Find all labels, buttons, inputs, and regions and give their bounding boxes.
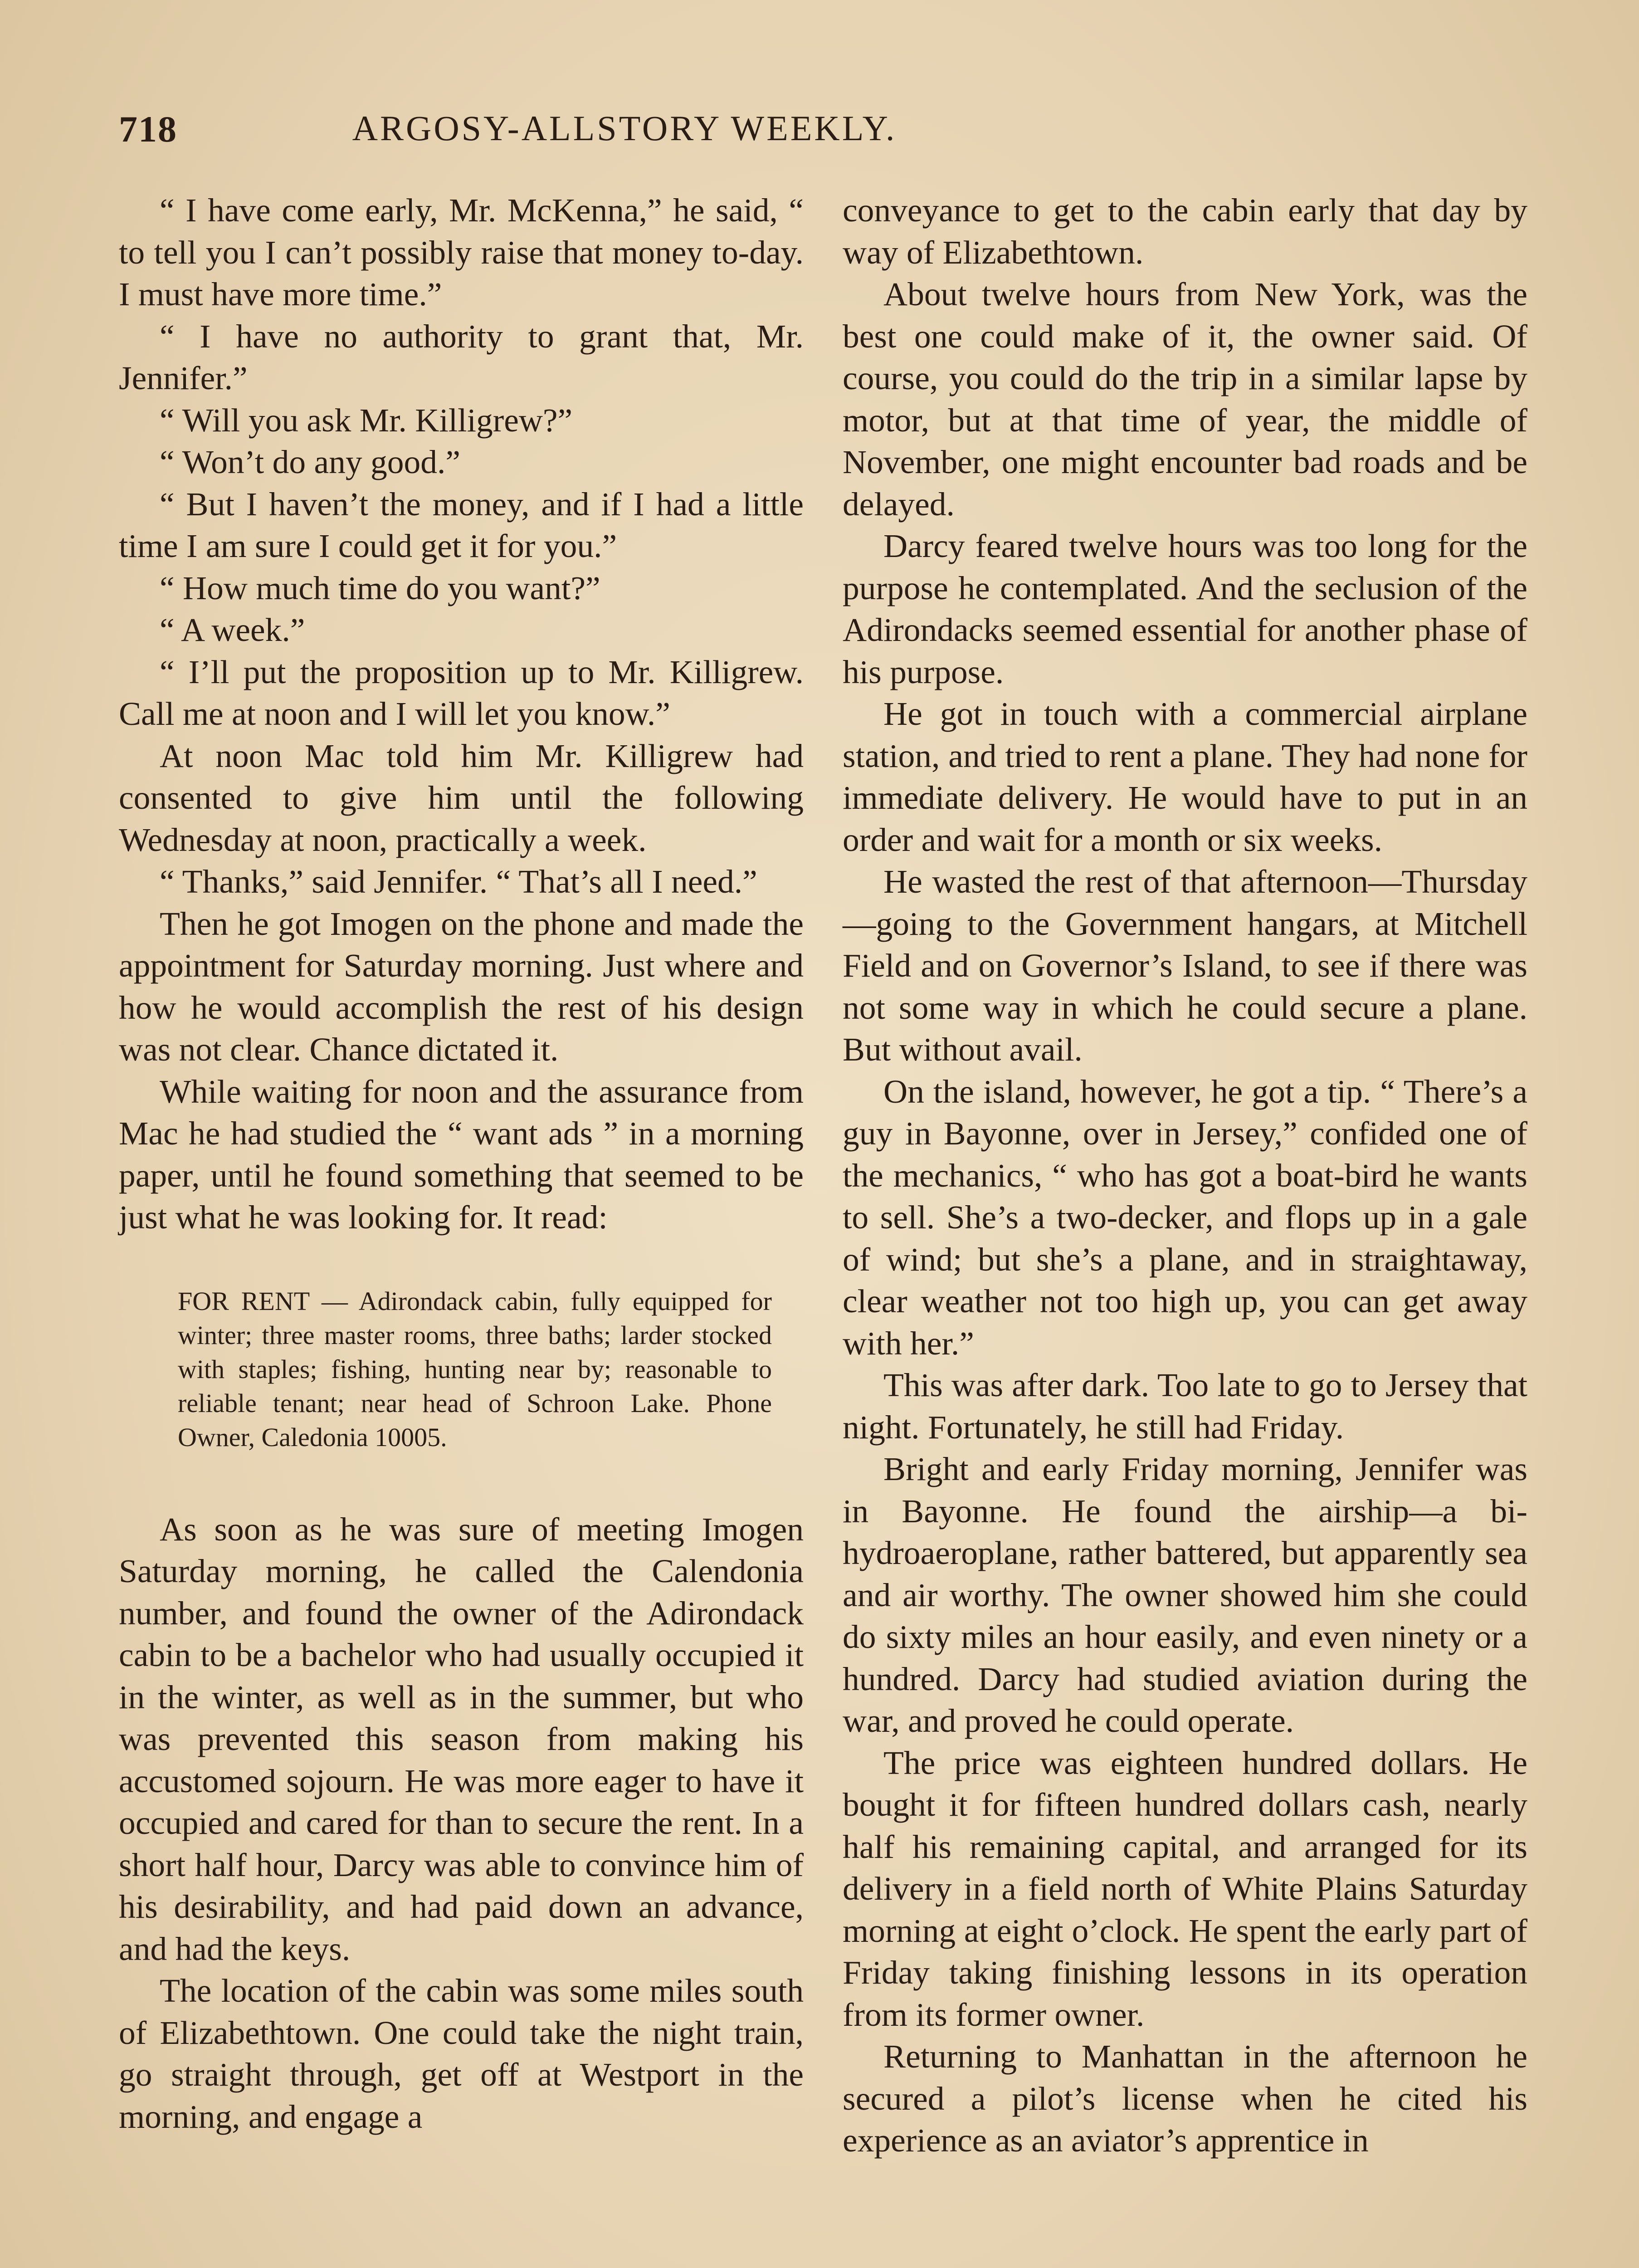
paragraph: At noon Mac told him Mr. Killigrew had consented to give him until the following Wednesday at noon, practically a week.: [119, 737, 804, 858]
paragraph: “ Won’t do any good.”: [160, 444, 460, 480]
page-header: [119, 108, 1130, 158]
classified-ad: [178, 1284, 772, 1454]
paragraph: “ A week.”: [160, 611, 305, 648]
paragraph: “ Will you ask Mr. Killigrew?”: [160, 401, 573, 439]
paragraph: He wasted the rest of that afternoon—Thursday—going to the Government hangars, at Mitchell Field and on Governor’s Island, to see if there was not some way in which he could secure a plane. But without avail.: [843, 863, 1527, 1068]
right-column: [843, 190, 1527, 2162]
classified-ad-text: FOR RENT — Adirondack cabin, fully equipped for winter; three master rooms, three baths; larder stocked with staples; fishing, hunting near by; reasonable to reliable tenant; near head of Schroon Lake. Phone Owner, Caledonia 10005.: [178, 1286, 772, 1452]
left-column: [119, 190, 804, 2138]
paragraph: The location of the cabin was some miles south of Elizabethtown. One could take the night train, go straight through, get off at Westport in the morning, and engage a: [119, 1972, 804, 2135]
page-number: 718: [119, 108, 177, 150]
paragraph: “ Thanks,” said Jennifer. “ That’s all I need.”: [160, 863, 757, 900]
paragraph: Then he got Imogen on the phone and made the appointment for Saturday morning. Just where and how he would accomplish the rest of his design was not clear. Chance dictated it.: [119, 905, 804, 1068]
paragraph-continued: conveyance to get to the cabin early that day by way of Elizabethtown.: [843, 192, 1527, 271]
paragraph: On the island, however, he got a tip. “ There’s a guy in Bayonne, over in Jersey,” confided one of the mechanics, “ who has got a boat-bird he wants to sell. She’s a two-decker, and flops up in a gale of wind; but she’s a plane, and in straightaway, clear weather not too high up, you can get away with her.”: [843, 1073, 1527, 1362]
paragraph: “ I have no authority to grant that, Mr. Jennifer.”: [119, 318, 804, 396]
paragraph: While waiting for noon and the assurance from Mac he had studied the “ want ads ” in a morning paper, until he found something that seemed to be just what he was looking for. It read:: [119, 1073, 804, 1236]
paragraph: He got in touch with a commercial airplane station, and tried to rent a plane. They had none for immediate delivery. He would have to put in an order and wait for a month or six weeks.: [843, 695, 1527, 858]
paragraph: Darcy feared twelve hours was too long for the purpose he contemplated. And the seclusion of the Adirondacks seemed essential for another phase of his purpose.: [843, 528, 1527, 690]
paragraph: “ I’ll put the proposition up to Mr. Killigrew. Call me at noon and I will let you know.”: [119, 653, 804, 732]
paragraph: This was after dark. Too late to go to Jersey that night. Fortunately, he still had Friday.: [843, 1367, 1527, 1446]
paragraph: “ How much time do you want?”: [160, 569, 600, 606]
paragraph: “ I have come early, Mr. McKenna,” he said, “ to tell you I can’t possibly raise that money to-day. I must have more time.”: [119, 192, 804, 313]
paragraph: The price was eighteen hundred dollars. He bought it for fifteen hundred dollars cash, nearly half his remaining capital, and arranged for its delivery in a field north of White Plains Saturday morning at eight o’clock. He spent the early part of Friday taking finishing lessons in its operation from its former owner.: [843, 1744, 1527, 2033]
paragraph: About twelve hours from New York, was the best one could make of it, the owner said. Of course, you could do the trip in a similar lapse by motor, but at that time of year, the middle of November, one might encounter bad roads and be delayed.: [843, 276, 1527, 523]
paragraph: “ But I haven’t the money, and if I had a little time I am sure I could get it for you.”: [119, 485, 804, 564]
paragraph: Returning to Manhattan in the afternoon he secured a pilot’s license when he cited his experience as an aviator’s apprentice in: [843, 2038, 1527, 2159]
paragraph: As soon as he was sure of meeting Imogen Saturday morning, he called the Calendonia number, and found the owner of the Adirondack cabin to be a bachelor who had usually occupied it in the winter, as well as in the summer, but who was prevented this season from making his accustomed sojourn. He was more eager to have it occupied and cared for than to secure the rent. In a short half hour, Darcy was able to convince him of his desirability, and had paid down an advance, and had the keys.: [119, 1510, 804, 1967]
running-title: ARGOSY-ALLSTORY WEEKLY.: [352, 108, 897, 148]
paragraph: Bright and early Friday morning, Jennifer was in Bayonne. He found the airship—a bi-hydroaeroplane, rather battered, but apparently sea and air worthy. The owner showed him she could do sixty miles an hour easily, and even ninety or a hundred. Darcy had studied aviation during the war, and proved he could operate.: [843, 1451, 1527, 1739]
